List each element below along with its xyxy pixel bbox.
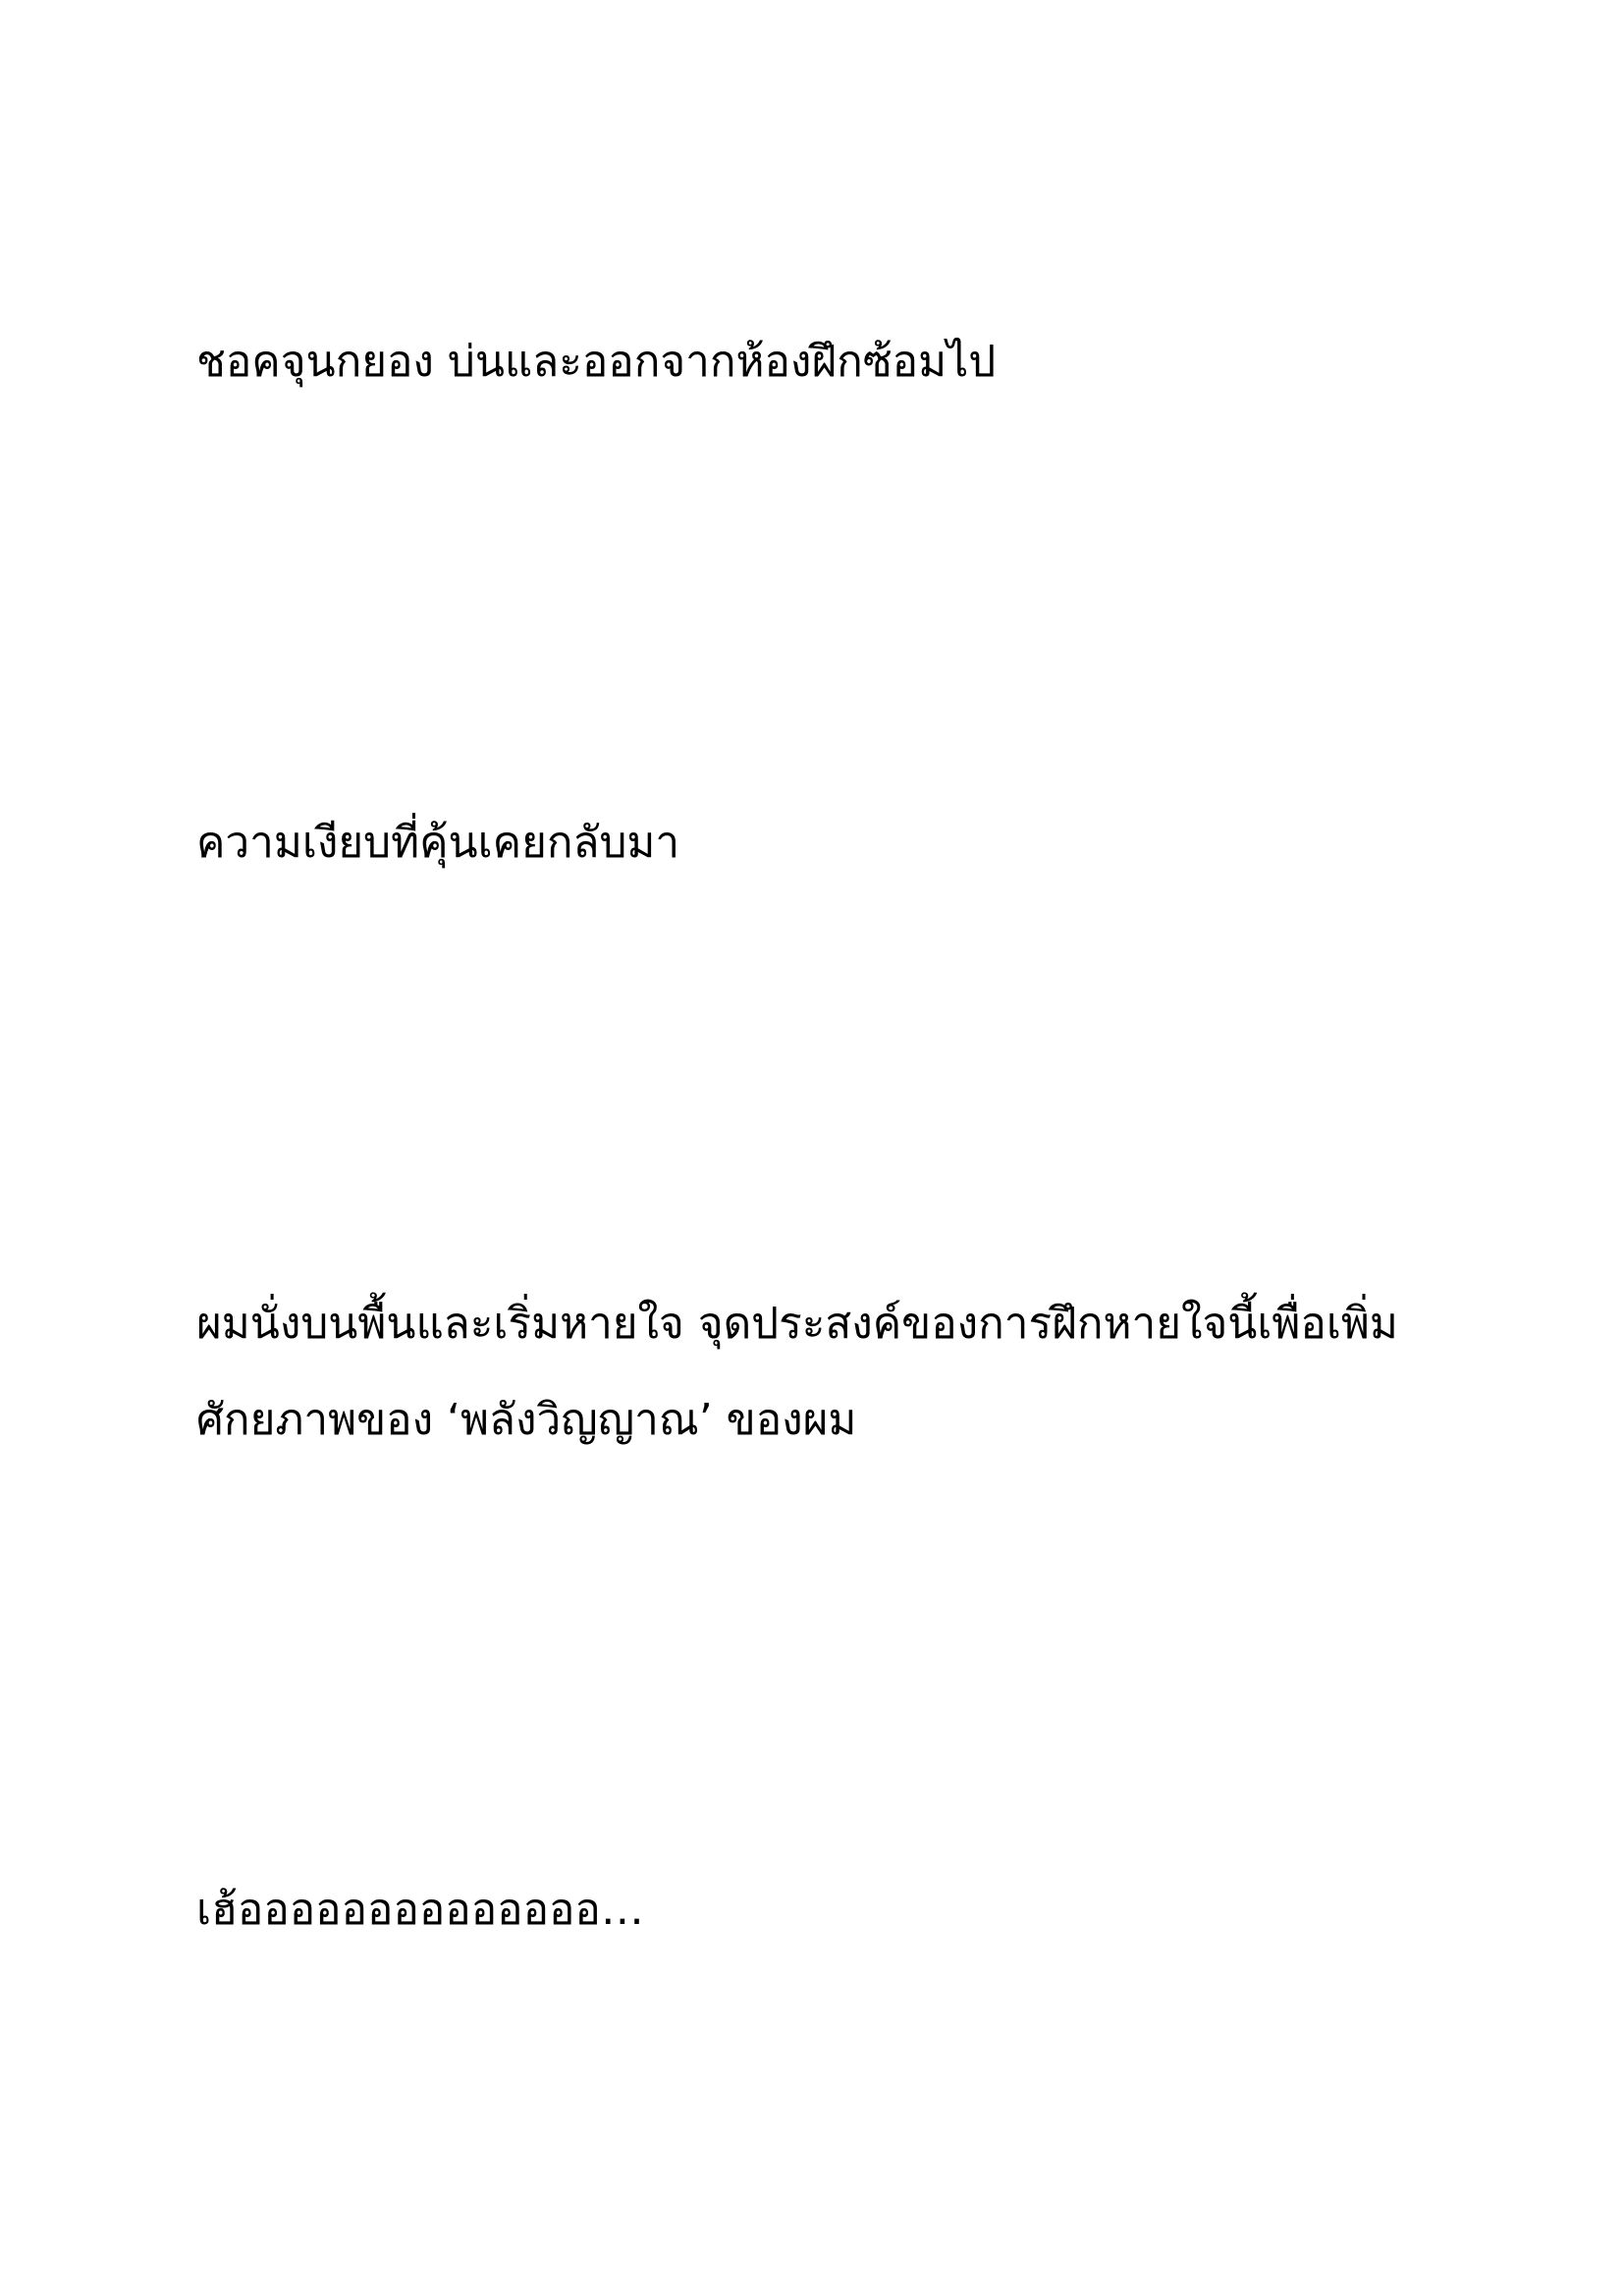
paragraph-2-line-1: ความเงียบที่คุ้นเคยกลับมา bbox=[196, 818, 680, 868]
paragraph-2 bbox=[196, 795, 1434, 891]
paragraph-3 bbox=[196, 1276, 1434, 1468]
paragraph-4 bbox=[196, 1862, 1434, 1958]
paragraph-1-line-1: ชอคจุนกยอง บ่นและออกจากห้องฝึกซ้อมไป bbox=[196, 337, 997, 387]
paragraph-3-line-1: ผมนั่งบนพื้นและเริ่มหายใจ จุดประสงค์ของการฝึกหายใจนี้เพื่อเพิ่ม bbox=[196, 1299, 1398, 1349]
paragraph-3-line-2: ศักยภาพของ ‘พลังวิญญาณ’ ของผม bbox=[196, 1395, 857, 1445]
paragraph-1 bbox=[196, 314, 1434, 410]
paragraph-4-line-1: เฮ้ออออออออออออออ… bbox=[196, 1885, 644, 1935]
